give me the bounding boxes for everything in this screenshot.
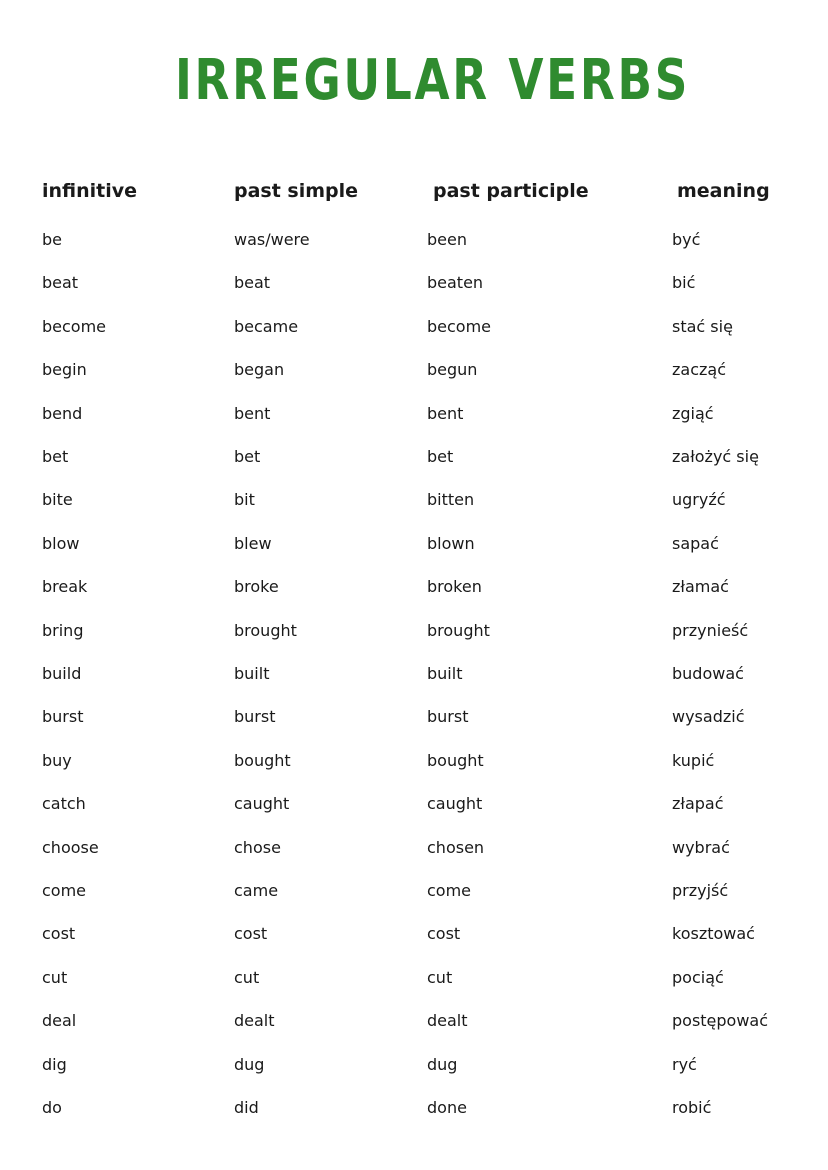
verb-cell-past-participle: become	[427, 316, 492, 336]
verb-cell-past-simple: bought	[234, 750, 291, 770]
verb-cell-meaning: kupić	[672, 750, 715, 770]
verb-cell-infinitive: become	[42, 316, 107, 336]
verb-cell-infinitive: choose	[42, 837, 99, 857]
verb-cell-infinitive: burst	[42, 707, 84, 727]
page-title: IRREGULAR VERBS	[175, 48, 691, 113]
verb-cell-past-simple: built	[234, 664, 270, 683]
verb-cell-past-simple: broke	[234, 577, 279, 597]
verb-cell-past-participle: chosen	[427, 837, 485, 857]
verb-cell-past-simple: beat	[234, 273, 271, 293]
verb-cell-infinitive: begin	[42, 360, 87, 380]
verb-cell-meaning: ugryźć	[672, 490, 726, 510]
verb-cell-infinitive: do	[42, 1098, 62, 1117]
verb-cell-past-participle: bet	[427, 447, 454, 466]
verb-cell-past-simple: cut	[234, 967, 260, 987]
verb-cell-past-simple: did	[234, 1098, 259, 1117]
verb-cell-past-simple: came	[234, 881, 279, 900]
verb-cell-past-participle: begun	[427, 360, 478, 380]
verb-cell-meaning: bić	[672, 273, 696, 293]
verb-cell-past-simple: bet	[234, 447, 261, 466]
verb-cell-past-simple: became	[234, 316, 299, 336]
verb-cell-infinitive: build	[42, 664, 82, 683]
verb-cell-past-participle: dealt	[427, 1011, 468, 1031]
verb-cell-infinitive: bite	[42, 490, 73, 510]
verb-cell-past-participle: bitten	[427, 490, 475, 510]
verb-cell-past-participle: bent	[427, 403, 464, 423]
verb-cell-past-simple: was/were	[234, 230, 310, 249]
verb-cell-infinitive: catch	[42, 794, 86, 814]
verb-cell-past-participle: bought	[427, 750, 484, 770]
verb-cell-meaning: wybrać	[672, 837, 730, 857]
verb-cell-infinitive: cost	[42, 924, 76, 944]
verb-cell-meaning: zacząć	[672, 360, 726, 380]
header-meaning: meaning	[677, 180, 770, 202]
verb-cell-infinitive: beat	[42, 273, 79, 293]
verb-cell-past-simple: cost	[234, 924, 268, 944]
verb-cell-past-participle: done	[427, 1098, 467, 1117]
verb-cell-infinitive: bet	[42, 447, 69, 466]
verb-cell-past-participle: caught	[427, 794, 483, 814]
verb-cell-infinitive: be	[42, 230, 62, 249]
header-infinitive: infinitive	[42, 180, 138, 202]
verb-cell-past-participle: blown	[427, 533, 475, 553]
verb-cell-meaning: przyjść	[672, 881, 729, 900]
verb-cell-meaning: złamać	[672, 577, 729, 597]
verb-cell-meaning: sapać	[672, 533, 719, 553]
verb-cell-past-participle: been	[427, 230, 467, 249]
verb-cell-meaning: stać się	[672, 316, 733, 336]
verb-cell-infinitive: blow	[42, 533, 80, 553]
verb-cell-past-simple: began	[234, 360, 285, 380]
verb-cell-meaning: wysadzić	[672, 707, 745, 727]
verb-cell-past-participle: built	[427, 664, 463, 683]
verb-cell-meaning: pociąć	[672, 967, 724, 987]
verb-cell-past-simple: bit	[234, 490, 255, 510]
verb-cell-meaning: założyć się	[672, 447, 759, 466]
verb-cell-past-simple: chose	[234, 837, 281, 857]
verb-cell-past-simple: dug	[234, 1054, 265, 1074]
verb-cell-infinitive: bring	[42, 620, 84, 640]
verb-cell-past-simple: brought	[234, 620, 297, 640]
verb-cell-past-participle: broken	[427, 577, 482, 597]
verb-cell-infinitive: break	[42, 577, 88, 597]
verb-cell-meaning: kosztować	[672, 924, 755, 944]
verb-cell-past-simple: caught	[234, 794, 290, 814]
verb-cell-past-participle: dug	[427, 1054, 458, 1074]
verb-cell-infinitive: come	[42, 881, 87, 900]
verb-cell-meaning: zgiąć	[672, 403, 714, 423]
verb-cell-infinitive: buy	[42, 750, 72, 770]
verb-cell-past-simple: burst	[234, 707, 276, 727]
verb-cell-past-participle: cost	[427, 924, 461, 944]
verb-cell-meaning: postępować	[672, 1011, 769, 1031]
verb-cell-past-simple: dealt	[234, 1011, 275, 1031]
verb-cell-meaning: być	[672, 230, 701, 249]
verb-cell-infinitive: bend	[42, 403, 83, 423]
verb-cell-infinitive: cut	[42, 967, 68, 987]
verb-cell-infinitive: deal	[42, 1011, 77, 1031]
verb-cell-past-participle: cut	[427, 967, 453, 987]
verb-cell-meaning: złapać	[672, 794, 724, 814]
verb-cell-meaning: budować	[672, 664, 744, 683]
verb-cell-meaning: przynieść	[672, 620, 749, 640]
verb-cell-past-participle: brought	[427, 620, 490, 640]
verb-cell-meaning: robić	[672, 1098, 712, 1117]
verb-cell-past-simple: bent	[234, 403, 271, 423]
verb-cell-infinitive: dig	[42, 1054, 67, 1074]
verb-cell-past-participle: come	[427, 881, 472, 900]
verb-cell-past-simple: blew	[234, 533, 272, 553]
header-past-simple: past simple	[234, 180, 359, 202]
header-past-participle: past participle	[433, 180, 589, 202]
verb-cell-past-participle: burst	[427, 707, 469, 727]
verb-cell-past-participle: beaten	[427, 273, 484, 293]
verb-cell-meaning: ryć	[672, 1054, 697, 1074]
